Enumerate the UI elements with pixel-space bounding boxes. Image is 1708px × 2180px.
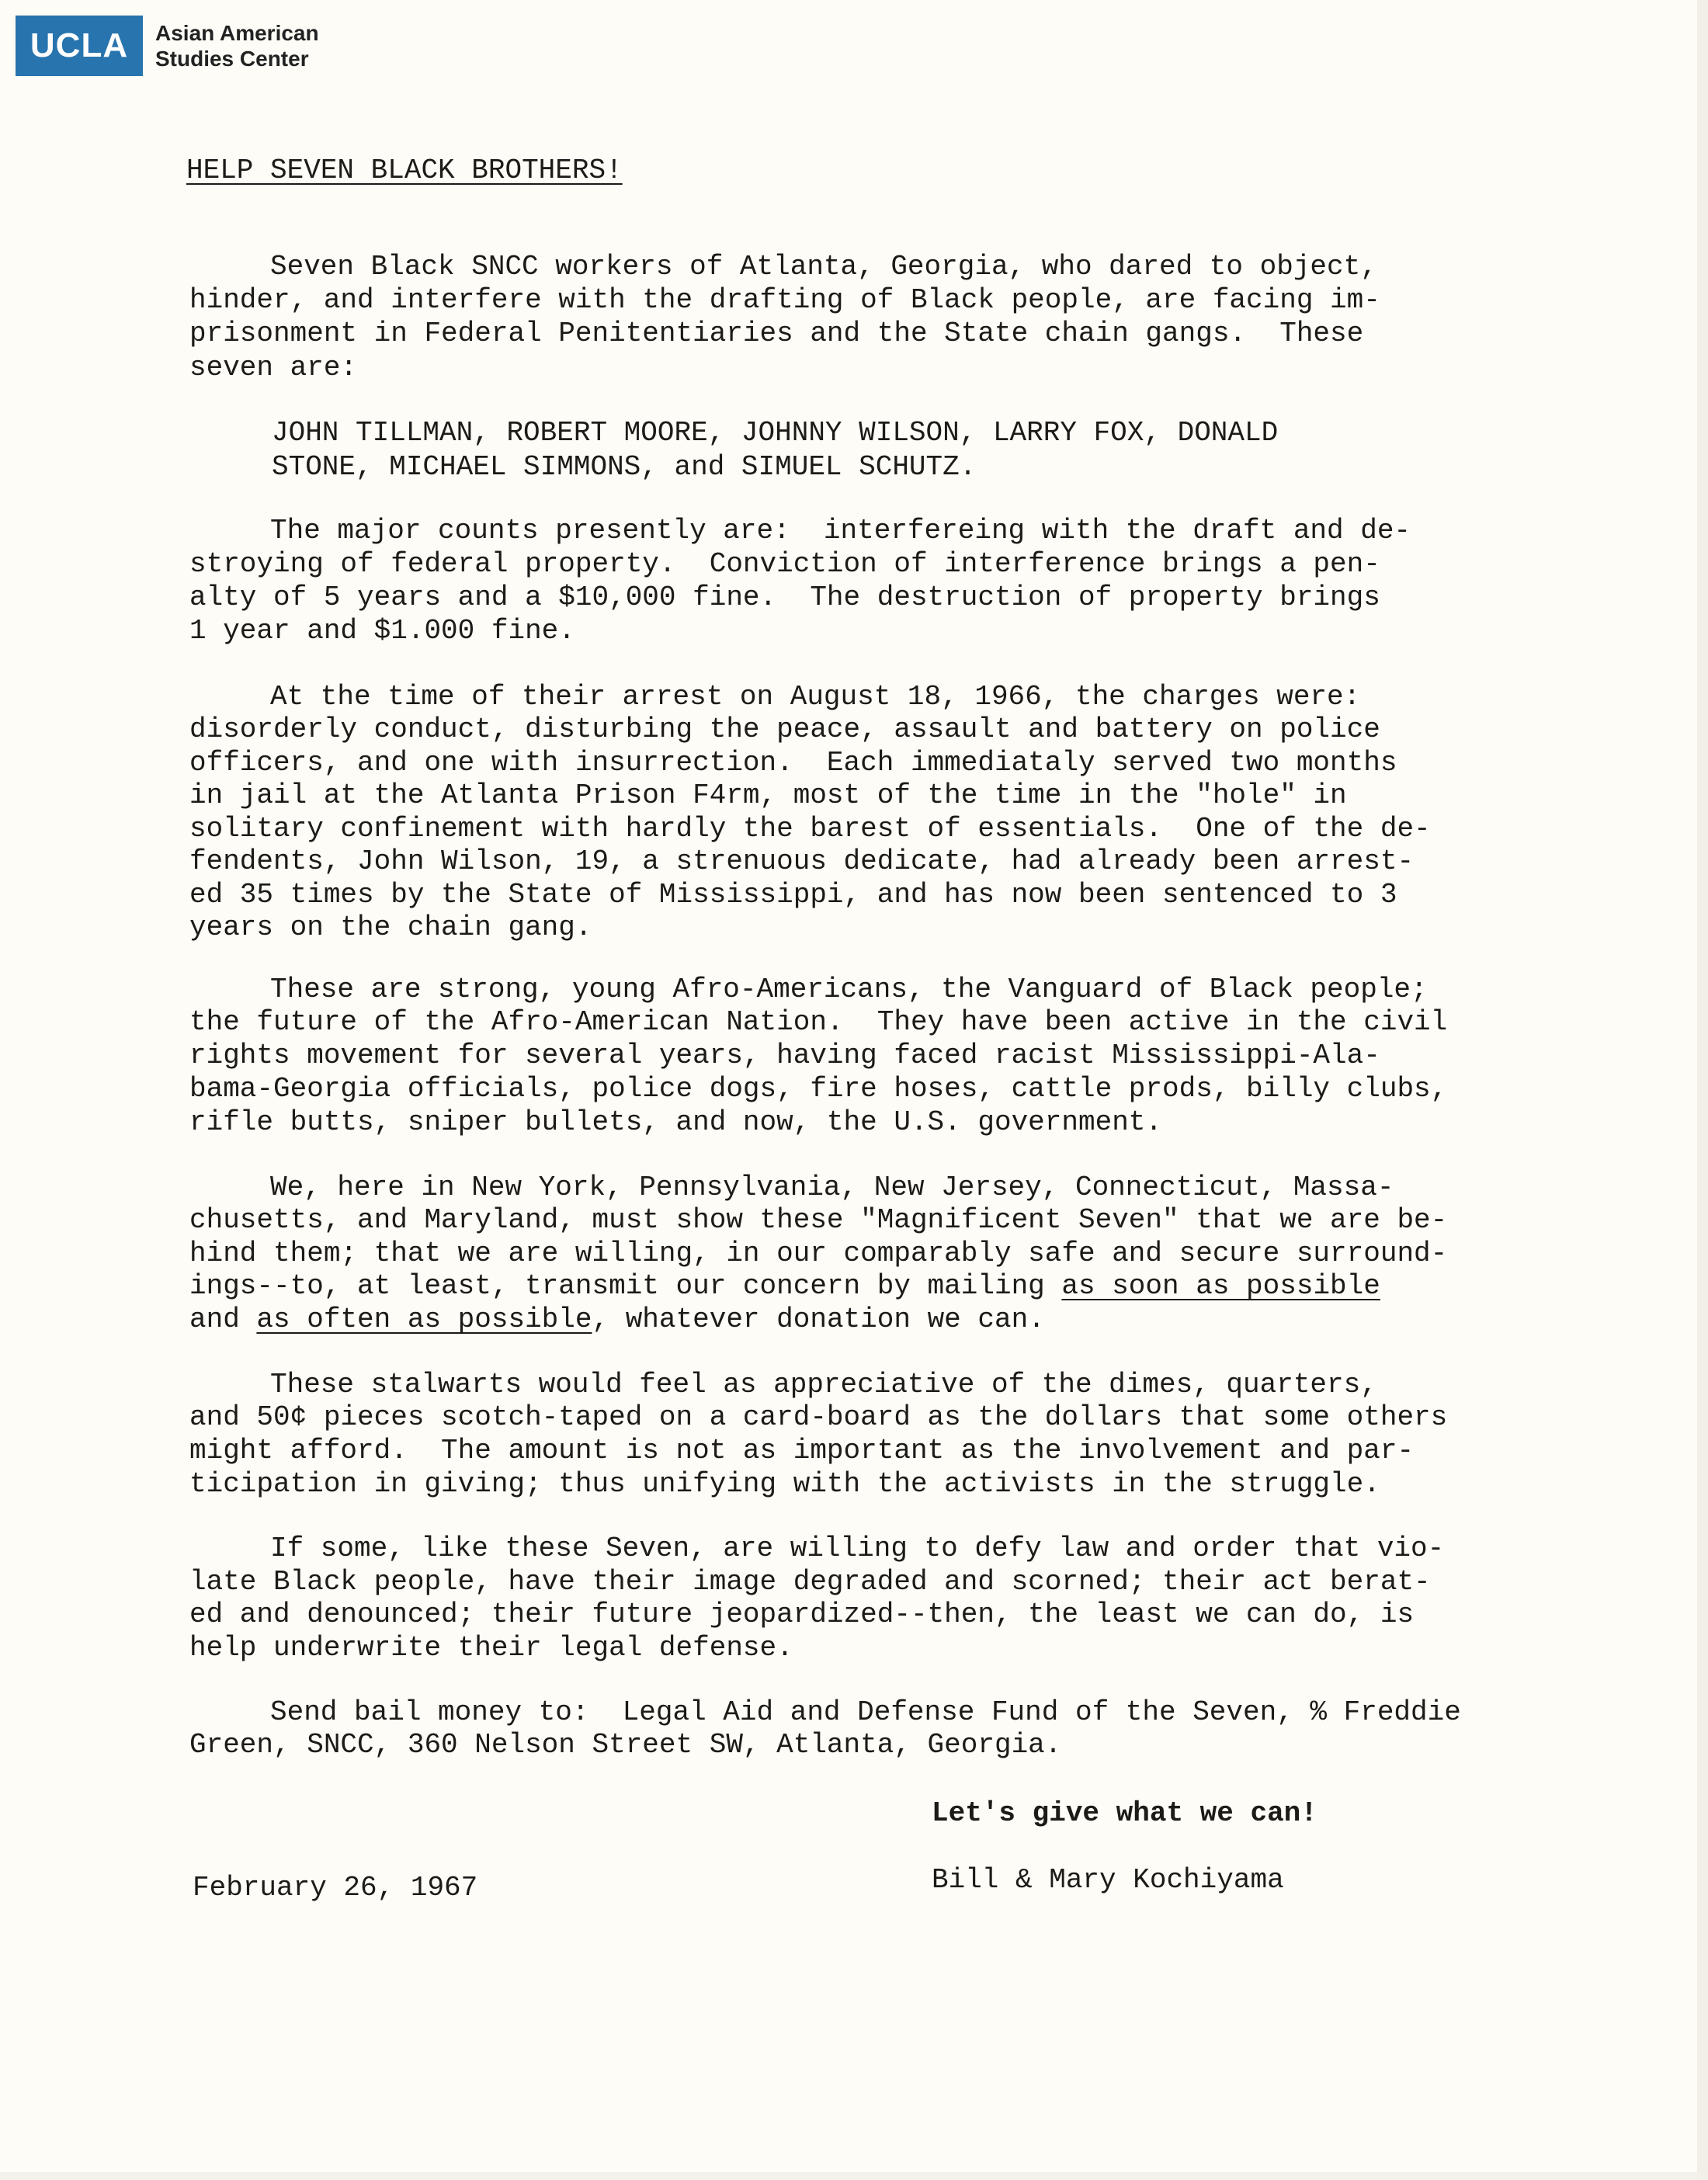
p5-text: ings--to, at least, transmit our concern by mailing — [189, 1270, 1062, 1302]
p3-line: officers, and one with insurrection. Each immediataly served two months — [189, 747, 1397, 779]
p4-line: rifle butts, sniper bullets, and now, the U.S. government. — [189, 1106, 1163, 1138]
p4-line: bama-Georgia officials, police dogs, fire hoses, cattle prods, billy clubs, — [189, 1073, 1448, 1105]
p5-line — [189, 1269, 1380, 1303]
p2-line: 1 year and $1.000 fine. — [189, 615, 575, 647]
p3-line: fendents, John Wilson, 19, a strenuous dedicate, had already been arrest- — [189, 845, 1415, 877]
center-name-line1: Asian American — [155, 21, 319, 45]
p3-line: At the time of their arrest on August 18, 1966, the charges were: — [270, 681, 1361, 713]
center-name-line2: Studies Center — [155, 47, 309, 71]
p3-line: ed 35 times by the State of Mississippi, and has now been sentenced to 3 — [189, 879, 1397, 911]
p1-line: prisonment in Federal Penitentiaries and the State chain gangs. These — [189, 318, 1364, 349]
p2-line: The major counts presently are: interfereing with the draft and de- — [270, 515, 1411, 547]
names-line: STONE, MICHAEL SIMMONS, and SIMUEL SCHUTZ. — [272, 451, 977, 483]
p5-line — [189, 1303, 1045, 1337]
ucla-logo-box: UCLA — [16, 16, 143, 76]
p3-line: years on the chain gang. — [189, 911, 592, 943]
p6-line: ticipation in giving; thus unifying with the activists in the struggle. — [189, 1468, 1380, 1500]
names-line: JOHN TILLMAN, ROBERT MOORE, JOHNNY WILSON, LARRY FOX, DONALD — [272, 417, 1279, 449]
p5-line: chusetts, and Maryland, must show these "Magnificent Seven" that we are be- — [189, 1204, 1448, 1236]
letter-title: HELP SEVEN BLACK BROTHERS! — [186, 154, 623, 186]
p4-line: rights movement for several years, having faced racist Mississippi-Ala- — [189, 1040, 1380, 1071]
emphasis-underline: as often as possible — [256, 1303, 592, 1335]
p2-line: alty of 5 years and a $10,000 fine. The destruction of property brings — [189, 581, 1380, 613]
p6-line: These stalwarts would feel as appreciative of the dimes, quarters, — [270, 1369, 1377, 1401]
p7-line: ed and denounced; their future jeopardized--then, the least we can do, is — [189, 1599, 1415, 1630]
p8-line: Green, SNCC, 360 Nelson Street SW, Atlanta, Georgia. — [189, 1729, 1062, 1761]
p3-line: solitary confinement with hardly the barest of essentials. One of the de- — [189, 813, 1431, 845]
p7-line: If some, like these Seven, are willing to defy law and order that vio- — [270, 1533, 1445, 1564]
p2-line: stroying of federal property. Conviction of interference brings a pen- — [189, 548, 1380, 580]
signature: Bill & Mary Kochiyama — [932, 1864, 1284, 1896]
p1-line: Seven Black SNCC workers of Atlanta, Georgia, who dared to object, — [270, 251, 1377, 283]
p5-line: hind them; that we are willing, in our comparably safe and secure surround- — [189, 1238, 1448, 1269]
emphasis-underline: as soon as possible — [1061, 1270, 1380, 1302]
p4-line: the future of the Afro-American Nation. They have been active in the civil — [189, 1006, 1448, 1038]
p1-line: seven are: — [189, 352, 358, 384]
p5-text: and — [189, 1303, 257, 1335]
closing-line: Let's give what we can! — [932, 1797, 1317, 1829]
p8-line: Send bail money to: Legal Aid and Defense Fund of the Seven, % Freddie — [270, 1696, 1461, 1728]
p5-text: , whatever donation we can. — [592, 1303, 1045, 1335]
p6-line: might afford. The amount is not as important as the involvement and par- — [189, 1435, 1415, 1467]
p7-line: late Black people, have their image degraded and scorned; their act berat- — [189, 1566, 1431, 1598]
p3-line: in jail at the Atlanta Prison F4rm, most of the time in the "hole" in — [189, 779, 1347, 811]
p1-line: hinder, and interfere with the drafting of Black people, are facing im- — [189, 284, 1380, 316]
p7-line: help underwrite their legal defense. — [189, 1632, 793, 1664]
p5-line: We, here in New York, Pennsylvania, New Jersey, Connecticut, Massa- — [270, 1172, 1394, 1203]
letter-date: February 26, 1967 — [193, 1872, 478, 1904]
p3-line: disorderly conduct, disturbing the peace, assault and battery on police — [189, 713, 1380, 745]
p4-line: These are strong, young Afro-Americans, the Vanguard of Black people; — [270, 974, 1428, 1005]
p6-line: and 50¢ pieces scotch-taped on a card-board as the dollars that some others — [189, 1401, 1448, 1433]
